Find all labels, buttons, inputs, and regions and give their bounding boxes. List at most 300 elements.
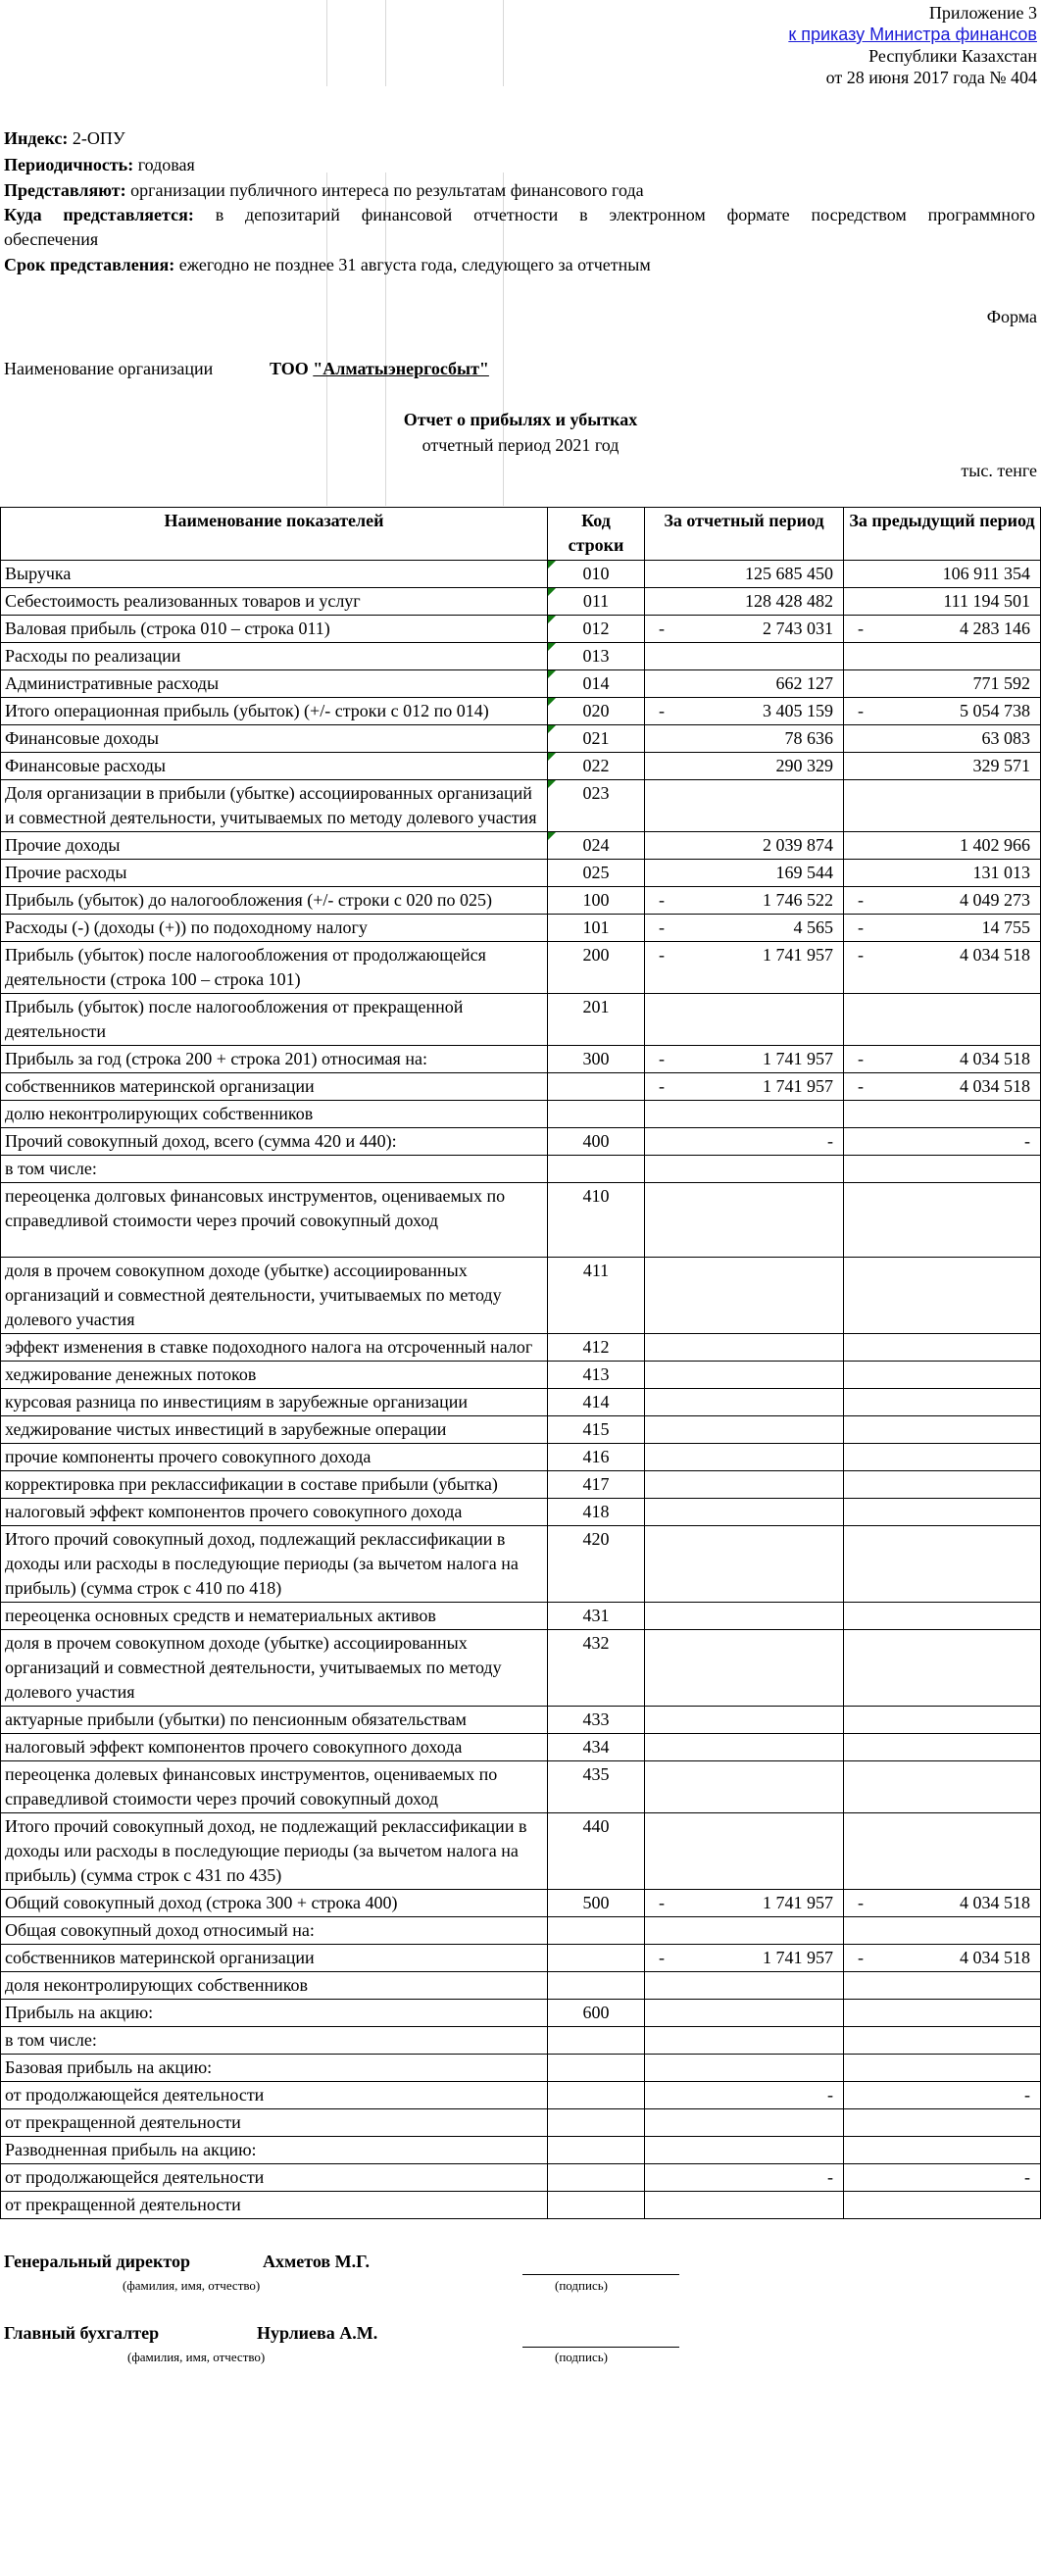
row-name: от продолжающейся деятельности [1, 2164, 548, 2192]
row-previous-value [844, 1416, 1041, 1444]
table-row [1, 1258, 1041, 1334]
deadline-line: Срок представления: ежегодно не позднее 31 августа года, следующего за отчетным [4, 255, 651, 274]
row-name: Финансовые доходы [1, 725, 548, 753]
row-current-value [645, 1334, 844, 1362]
table-row [1, 1945, 1041, 1972]
row-previous-value [844, 1603, 1041, 1630]
row-previous-value [844, 698, 1041, 725]
row-previous-value [844, 832, 1041, 860]
row-name: долю неконтролирующих собственников [1, 1101, 548, 1128]
row-previous-value [844, 1734, 1041, 1761]
row-code [548, 1073, 645, 1101]
row-code [548, 1101, 645, 1128]
row-current-value [645, 1471, 844, 1499]
row-name: Прибыль (убыток) после налогообложения от прекращенной деятельности [1, 994, 548, 1046]
row-name: Общая совокупный доход относимый на: [1, 1917, 548, 1945]
table-row [1, 1813, 1041, 1890]
row-previous-value [844, 1945, 1041, 1972]
value-text: 131 013 [972, 863, 1030, 882]
row-code: 011 [548, 588, 645, 616]
row-previous-value [844, 1890, 1041, 1917]
table-row [1, 1734, 1041, 1761]
row-name: Прибыль (убыток) после налогообложения от продолжающейся деятельности (строка 100 – строка 101) [1, 942, 548, 994]
row-code: 300 [548, 1046, 645, 1073]
value-text: 63 083 [981, 728, 1030, 748]
row-previous-value [844, 1258, 1041, 1334]
row-previous-value [844, 616, 1041, 643]
value-text: 2 039 874 [763, 835, 833, 855]
row-previous-value [844, 2055, 1041, 2082]
row-current-value [645, 1416, 844, 1444]
row-name: в том числе: [1, 1156, 548, 1183]
value-text: 329 571 [972, 756, 1030, 775]
table-row [1, 2192, 1041, 2219]
row-name: от продолжающейся деятельности [1, 2082, 548, 2109]
row-name: собственников материнской организации [1, 1945, 548, 1972]
table-row [1, 2055, 1041, 2082]
row-current-value [645, 2027, 844, 2055]
value-text: 4 049 273 [960, 890, 1030, 910]
row-previous-value [844, 2164, 1041, 2192]
table-row [1, 1444, 1041, 1471]
row-previous-value [844, 1362, 1041, 1389]
table-row [1, 698, 1041, 725]
table-row [1, 2164, 1041, 2192]
row-current-value [645, 753, 844, 780]
row-code: 432 [548, 1630, 645, 1707]
row-code: 414 [548, 1389, 645, 1416]
row-previous-value [844, 725, 1041, 753]
row-name: Прибыль на акцию: [1, 2000, 548, 2027]
row-name: Итого прочий совокупный доход, подлежащий реклассификации в доходы или расходы в последующие периоды (за вычетом налога на прибыль) (сумма строк с 410 по 418) [1, 1526, 548, 1603]
row-current-value [645, 1603, 844, 1630]
table-row [1, 1073, 1041, 1101]
row-name: эффект изменения в ставке подоходного налога на отсроченный налог [1, 1334, 548, 1362]
row-current-value [645, 1444, 844, 1471]
form-label: Форма [986, 307, 1037, 326]
value-text: 662 127 [775, 673, 833, 693]
row-name: налоговый эффект компонентов прочего совокупного дохода [1, 1734, 548, 1761]
row-name: актуарные прибыли (убытки) по пенсионным обязательствам [1, 1707, 548, 1734]
row-previous-value [844, 780, 1041, 832]
table-row [1, 643, 1041, 670]
value-text: 78 636 [784, 728, 833, 748]
row-name: Прочие доходы [1, 832, 548, 860]
value-text: 4 565 [793, 917, 833, 937]
row-current-value [645, 780, 844, 832]
table-row [1, 915, 1041, 942]
negative-dash: - [659, 917, 665, 937]
row-current-value [645, 1101, 844, 1128]
row-previous-value [844, 753, 1041, 780]
table-row [1, 942, 1041, 994]
row-code: 101 [548, 915, 645, 942]
table-row [1, 1471, 1041, 1499]
row-current-value [645, 1972, 844, 2000]
row-name: от прекращенной деятельности [1, 2192, 548, 2219]
row-current-value [645, 1073, 844, 1101]
row-previous-value [844, 1707, 1041, 1734]
row-name: переоценка долговых финансовых инструментов, оцениваемых по справедливой стоимости через прочий совокупный доход [1, 1183, 548, 1258]
row-previous-value [844, 1761, 1041, 1813]
row-code: 021 [548, 725, 645, 753]
row-code: 012 [548, 616, 645, 643]
row-current-value [645, 2192, 844, 2219]
negative-dash: - [858, 701, 864, 720]
value-text: - [1024, 2085, 1030, 2105]
row-previous-value [844, 1128, 1041, 1156]
order-date: от 28 июня 2017 года № 404 [825, 68, 1037, 87]
negative-dash: - [858, 619, 864, 638]
row-code [548, 2082, 645, 2109]
row-previous-value [844, 1444, 1041, 1471]
row-name: Разводненная прибыль на акцию: [1, 2137, 548, 2164]
row-code: 201 [548, 994, 645, 1046]
header-previous: За предыдущий период [844, 508, 1041, 561]
value-text: - [1024, 1131, 1030, 1151]
table-row [1, 994, 1041, 1046]
value-text: - [827, 2167, 833, 2187]
value-text: 5 054 738 [960, 701, 1030, 720]
row-previous-value [844, 1526, 1041, 1603]
row-name: Прибыль (убыток) до налогообложения (+/- строки с 020 по 025) [1, 887, 548, 915]
negative-dash: - [659, 1076, 665, 1096]
table-row [1, 670, 1041, 698]
header-code: Код строки [548, 508, 645, 561]
negative-dash: - [858, 1049, 864, 1068]
row-current-value [645, 915, 844, 942]
table-body [1, 561, 1041, 2219]
header-current: За отчетный период [645, 508, 844, 561]
table-row [1, 561, 1041, 588]
row-name: Расходы (-) (доходы (+)) по подоходному налогу [1, 915, 548, 942]
row-previous-value [844, 2027, 1041, 2055]
row-previous-value [844, 887, 1041, 915]
row-current-value [645, 2082, 844, 2109]
table-row [1, 1526, 1041, 1603]
value-text: 4 034 518 [960, 1049, 1030, 1068]
table-header-row [1, 508, 1041, 561]
row-previous-value [844, 1499, 1041, 1526]
row-previous-value [844, 2000, 1041, 2027]
row-current-value [645, 1813, 844, 1890]
row-current-value [645, 887, 844, 915]
order-link[interactable]: к приказу Министра финансов [788, 25, 1037, 44]
units-label: тыс. тенге [961, 461, 1037, 480]
table-row [1, 2027, 1041, 2055]
negative-dash: - [659, 1948, 665, 1967]
row-previous-value [844, 942, 1041, 994]
row-name: прочие компоненты прочего совокупного дохода [1, 1444, 548, 1471]
row-current-value [645, 1630, 844, 1707]
row-previous-value [844, 1972, 1041, 2000]
row-current-value [645, 832, 844, 860]
row-name: от прекращенной деятельности [1, 2109, 548, 2137]
negative-dash: - [858, 945, 864, 965]
row-code: 416 [548, 1444, 645, 1471]
row-name: Финансовые расходы [1, 753, 548, 780]
row-previous-value [844, 1389, 1041, 1416]
value-text: 290 329 [775, 756, 833, 775]
negative-dash: - [858, 890, 864, 910]
table-row [1, 2109, 1041, 2137]
negative-dash: - [659, 701, 665, 720]
table-row [1, 1890, 1041, 1917]
director-title: Генеральный директор [4, 2252, 190, 2271]
row-previous-value [844, 1183, 1041, 1258]
value-text: 14 755 [981, 917, 1030, 937]
row-name: Прочие расходы [1, 860, 548, 887]
table-row [1, 1046, 1041, 1073]
row-name: переоценка основных средств и нематериальных активов [1, 1603, 548, 1630]
profit-loss-table [0, 507, 1041, 2219]
row-current-value [645, 2109, 844, 2137]
accountant-name: Нурлиева А.М. [257, 2323, 378, 2343]
value-text: 106 911 354 [942, 564, 1030, 583]
value-text: 2 743 031 [763, 619, 833, 638]
value-text: 4 034 518 [960, 945, 1030, 965]
row-current-value [645, 1128, 844, 1156]
row-current-value [645, 670, 844, 698]
row-code: 022 [548, 753, 645, 780]
row-name: доля неконтролирующих собственников [1, 1972, 548, 2000]
row-code: 434 [548, 1734, 645, 1761]
row-name: Валовая прибыль (строка 010 – строка 011) [1, 616, 548, 643]
row-code: 412 [548, 1334, 645, 1362]
row-current-value [645, 1183, 844, 1258]
row-previous-value [844, 1917, 1041, 1945]
row-current-value [645, 942, 844, 994]
table-row [1, 588, 1041, 616]
index-line: Индекс: 2-ОПУ [4, 128, 125, 148]
presenters-line: Представляют: организации публичного интереса по результатам финансового года [4, 180, 644, 200]
row-name: доля в прочем совокупном доходе (убытке) ассоциированных организаций и совместной деятельности, учитываемых по методу долевого участия [1, 1630, 548, 1707]
row-code [548, 1156, 645, 1183]
director-name: Ахметов М.Г. [263, 2252, 371, 2271]
row-code [548, 2055, 645, 2082]
row-current-value [645, 1389, 844, 1416]
row-code: 024 [548, 832, 645, 860]
report-title: Отчет о прибылях и убытках [403, 410, 638, 429]
where-line-cont: обеспечения [4, 229, 99, 249]
row-previous-value [844, 670, 1041, 698]
row-previous-value [844, 915, 1041, 942]
table-row [1, 1183, 1041, 1258]
row-name: налоговый эффект компонентов прочего совокупного дохода [1, 1499, 548, 1526]
row-code [548, 2109, 645, 2137]
row-code: 413 [548, 1362, 645, 1389]
row-name: курсовая разница по инвестициям в зарубежные организации [1, 1389, 548, 1416]
table-row [1, 1362, 1041, 1389]
row-code: 400 [548, 1128, 645, 1156]
row-current-value [645, 1258, 844, 1334]
negative-dash: - [858, 1948, 864, 1967]
value-text: - [827, 1131, 833, 1151]
row-previous-value [844, 1334, 1041, 1362]
value-text: 1 741 957 [763, 945, 833, 965]
table-row [1, 780, 1041, 832]
value-text: - [1024, 2167, 1030, 2187]
row-previous-value [844, 2082, 1041, 2109]
table-row [1, 1499, 1041, 1526]
row-name: Себестоимость реализованных товаров и услуг [1, 588, 548, 616]
periodicity-line: Периодичность: годовая [4, 155, 195, 174]
row-current-value [645, 2000, 844, 2027]
row-name: доля в прочем совокупном доходе (убытке) ассоциированных организаций и совместной деятельности, учитываемых по методу долевого участия [1, 1258, 548, 1334]
row-previous-value [844, 994, 1041, 1046]
row-name: хеджирование чистых инвестиций в зарубежные операции [1, 1416, 548, 1444]
row-current-value [645, 1362, 844, 1389]
value-text: 1 741 957 [763, 1049, 833, 1068]
negative-dash: - [659, 1893, 665, 1912]
negative-dash: - [659, 619, 665, 638]
row-name: в том числе: [1, 2027, 548, 2055]
value-text: 128 428 482 [745, 591, 833, 611]
row-previous-value [844, 2137, 1041, 2164]
row-name: корректировка при реклассификации в составе прибыли (убытка) [1, 1471, 548, 1499]
table-row [1, 1334, 1041, 1362]
value-text: 125 685 450 [745, 564, 833, 583]
row-code: 600 [548, 2000, 645, 2027]
row-name: Доля организации в прибыли (убытке) ассоциированных организаций и совместной деятельности, учитываемых по методу долевого участия [1, 780, 548, 832]
row-previous-value [844, 1101, 1041, 1128]
row-code [548, 1917, 645, 1945]
row-name: переоценка долевых финансовых инструментов, оцениваемых по справедливой стоимости через прочий совокупный доход [1, 1761, 548, 1813]
row-previous-value [844, 1073, 1041, 1101]
table-row [1, 1761, 1041, 1813]
table-row [1, 1603, 1041, 1630]
table-row [1, 1128, 1041, 1156]
value-text: 1 741 957 [763, 1948, 833, 1967]
row-code [548, 1945, 645, 1972]
value-text: 111 194 501 [943, 591, 1030, 611]
negative-dash: - [858, 1893, 864, 1912]
row-current-value [645, 1890, 844, 1917]
value-text: 4 034 518 [960, 1893, 1030, 1912]
table-row [1, 1156, 1041, 1183]
accountant-fio-hint: (фамилия, имя, отчество) [127, 2350, 266, 2364]
table-row [1, 887, 1041, 915]
row-code: 420 [548, 1526, 645, 1603]
table-row [1, 1630, 1041, 1707]
row-current-value [645, 1761, 844, 1813]
grid-line [326, 0, 327, 86]
value-text: - [827, 2085, 833, 2105]
row-previous-value [844, 1471, 1041, 1499]
row-code: 010 [548, 561, 645, 588]
value-text: 4 034 518 [960, 1948, 1030, 1967]
table-row [1, 753, 1041, 780]
table-row [1, 1972, 1041, 2000]
row-code: 440 [548, 1813, 645, 1890]
negative-dash: - [659, 945, 665, 965]
row-name: Общий совокупный доход (строка 300 + строка 400) [1, 1890, 548, 1917]
row-code: 418 [548, 1499, 645, 1526]
value-text: 771 592 [972, 673, 1030, 693]
row-name: собственников материнской организации [1, 1073, 548, 1101]
table-row [1, 1707, 1041, 1734]
row-name: Базовая прибыль на акцию: [1, 2055, 548, 2082]
row-code: 433 [548, 1707, 645, 1734]
row-code [548, 2164, 645, 2192]
org-label: Наименование организации [4, 359, 214, 378]
value-text: 1 741 957 [763, 1076, 833, 1096]
row-name: Расходы по реализации [1, 643, 548, 670]
table-row [1, 2082, 1041, 2109]
row-previous-value [844, 2109, 1041, 2137]
row-code: 020 [548, 698, 645, 725]
table-row [1, 1101, 1041, 1128]
table-row [1, 616, 1041, 643]
row-name: Прибыль за год (строка 200 + строка 201) относимая на: [1, 1046, 548, 1073]
table-row [1, 2137, 1041, 2164]
row-previous-value [844, 2192, 1041, 2219]
row-name: хеджирование денежных потоков [1, 1362, 548, 1389]
row-current-value [645, 1499, 844, 1526]
row-code [548, 2137, 645, 2164]
table-row [1, 1917, 1041, 1945]
table-row [1, 832, 1041, 860]
org-name: ТОО "Алматыэнергосбыт" [270, 359, 489, 378]
grid-line [385, 0, 386, 86]
row-current-value [645, 2137, 844, 2164]
where-line: Куда представляется: в депозитарий финансовой отчетности в электронном формате посредством программного [4, 205, 1035, 224]
value-text: 4 034 518 [960, 1076, 1030, 1096]
row-current-value [645, 1156, 844, 1183]
header-name: Наименование показателей [1, 508, 548, 561]
negative-dash: - [659, 1049, 665, 1068]
row-code: 431 [548, 1603, 645, 1630]
table-row [1, 860, 1041, 887]
value-text: 1 402 966 [960, 835, 1030, 855]
value-text: 3 405 159 [763, 701, 833, 720]
appendix-label: Приложение 3 [928, 3, 1037, 23]
row-previous-value [844, 1046, 1041, 1073]
value-text: 169 544 [775, 863, 833, 882]
row-current-value [645, 588, 844, 616]
table-row [1, 725, 1041, 753]
row-current-value [645, 860, 844, 887]
row-previous-value [844, 1813, 1041, 1890]
table-row [1, 2000, 1041, 2027]
row-previous-value [844, 860, 1041, 887]
negative-dash: - [858, 1076, 864, 1096]
director-sign-hint: (подпись) [555, 2278, 608, 2293]
negative-dash: - [858, 917, 864, 937]
row-code [548, 2027, 645, 2055]
row-name: Выручка [1, 561, 548, 588]
row-code: 411 [548, 1258, 645, 1334]
row-code: 025 [548, 860, 645, 887]
row-current-value [645, 725, 844, 753]
row-current-value [645, 561, 844, 588]
row-current-value [645, 643, 844, 670]
row-code: 014 [548, 670, 645, 698]
report-period: отчетный период 2021 год [421, 435, 620, 455]
republic-label: Республики Казахстан [868, 46, 1037, 66]
row-current-value [645, 1526, 844, 1603]
value-text: 4 283 146 [960, 619, 1030, 638]
row-previous-value [844, 1156, 1041, 1183]
row-code [548, 1972, 645, 2000]
grid-line [503, 0, 504, 86]
row-current-value [645, 1707, 844, 1734]
row-code: 500 [548, 1890, 645, 1917]
row-previous-value [844, 643, 1041, 670]
row-previous-value [844, 588, 1041, 616]
row-code: 415 [548, 1416, 645, 1444]
row-previous-value [844, 1630, 1041, 1707]
